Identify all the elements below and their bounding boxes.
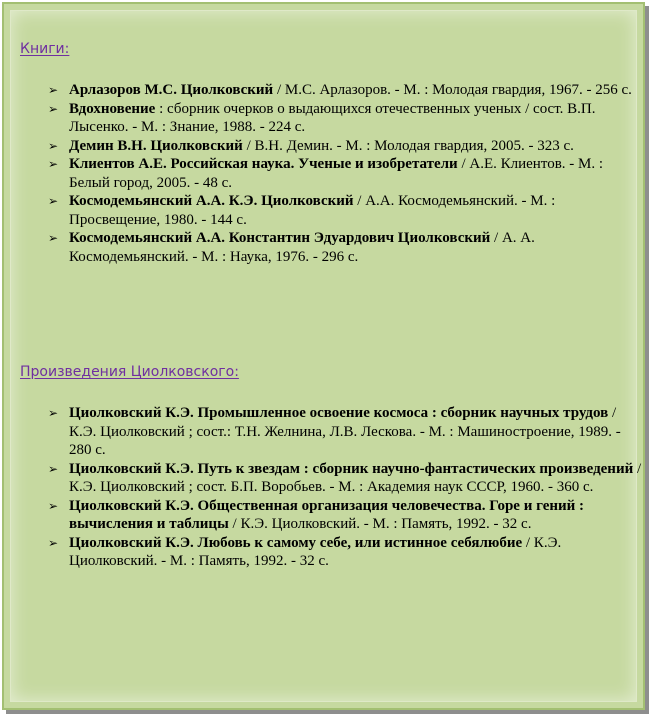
work-details: / К.Э. Циолковский ; сост. Б.П. Воробьев. - М. : Академия наук СССР, 1960. - 360 с. [69, 460, 642, 495]
arrow-bullet-icon: ➢ [48, 101, 59, 116]
arrow-bullet-icon: ➢ [48, 194, 59, 208]
work-details: / К.Э. Циолковский. - М. : Память, 1992. - 32 с. [228, 516, 532, 532]
work-title: Циолковский К.Э. Путь к звездам : сборник научно-фантастических произведений [69, 460, 634, 477]
list-item [48, 229, 644, 266]
works-list [48, 404, 644, 571]
arrow-bullet-icon: ➢ [48, 461, 59, 476]
list-item [48, 100, 644, 137]
arrow-bullet-icon: ➢ [48, 406, 59, 420]
book-details: / А. А. Космодемьянский. - М. : Наука, 1976. - 296 с. [69, 230, 535, 265]
books-list [48, 81, 644, 266]
work-details: / К.Э. Циолковский. - М. : Память, 1992. - 32 с. [69, 534, 562, 569]
books-heading: Книги: [20, 41, 70, 57]
book-title: Клиентов А.Е. Российская наука. Ученые и изобретатели [69, 156, 458, 172]
arrow-bullet-icon: ➢ [48, 231, 59, 245]
book-title: Вдохновение [69, 100, 156, 117]
arrow-bullet-icon: ➢ [48, 498, 59, 513]
list-item [48, 81, 644, 100]
book-title: Арлазоров М.С. Циолковский [69, 82, 274, 98]
book-details: / В.Н. Демин. - М. : Молодая гвардия, 2005. - 323 с. [242, 137, 574, 154]
list-item [48, 497, 644, 534]
list-item [48, 460, 644, 497]
book-title: Космодемьянский А.А. К.Э. Циолковский [69, 193, 354, 209]
arrow-bullet-icon: ➢ [48, 83, 59, 97]
arrow-bullet-icon: ➢ [48, 157, 59, 171]
list-item [48, 192, 644, 229]
book-details: / А.А. Космодемьянский. - М. : Просвещение, 1980. - 144 с. [69, 193, 556, 228]
book-details: / А.Е. Клиентов. - М. : Белый город, 2005. - 48 с. [69, 156, 604, 191]
book-title: Космодемьянский А.А. Константин Эдуардович Циолковский [69, 230, 491, 246]
list-item [48, 155, 644, 192]
work-title: Циолковский К.Э. Любовь к самому себе, или истинное себялюбие [69, 534, 523, 551]
list-item [48, 404, 644, 460]
list-item [48, 137, 644, 156]
book-title: Демин В.Н. Циолковский [69, 137, 243, 154]
work-title: Циолковский К.Э. Общественная организация человечества. Горе и гений : вычисления и таблицы [69, 497, 585, 532]
work-details: / К.Э. Циолковский ; сост.: Т.Н. Желнина, Л.В. Лескова. - М. : Машиностроение, 1989. - 280 с. [69, 405, 621, 458]
list-item [48, 534, 644, 571]
bibliography-panel [2, 2, 645, 710]
arrow-bullet-icon: ➢ [48, 535, 59, 550]
book-details: / М.С. Арлазоров. - М. : Молодая гвардия, 1967. - 256 с. [273, 82, 632, 98]
works-heading: Произведения Циолковского: [20, 364, 239, 380]
book-details: : сборник очерков о выдающихся отечественных ученых / сост. В.П. Лысенко. - М. : Знание, 1988. - 224 с. [69, 100, 596, 135]
work-title: Циолковский К.Э. Промышленное освоение космоса : сборник научных трудов [69, 405, 609, 421]
arrow-bullet-icon: ➢ [48, 138, 59, 153]
